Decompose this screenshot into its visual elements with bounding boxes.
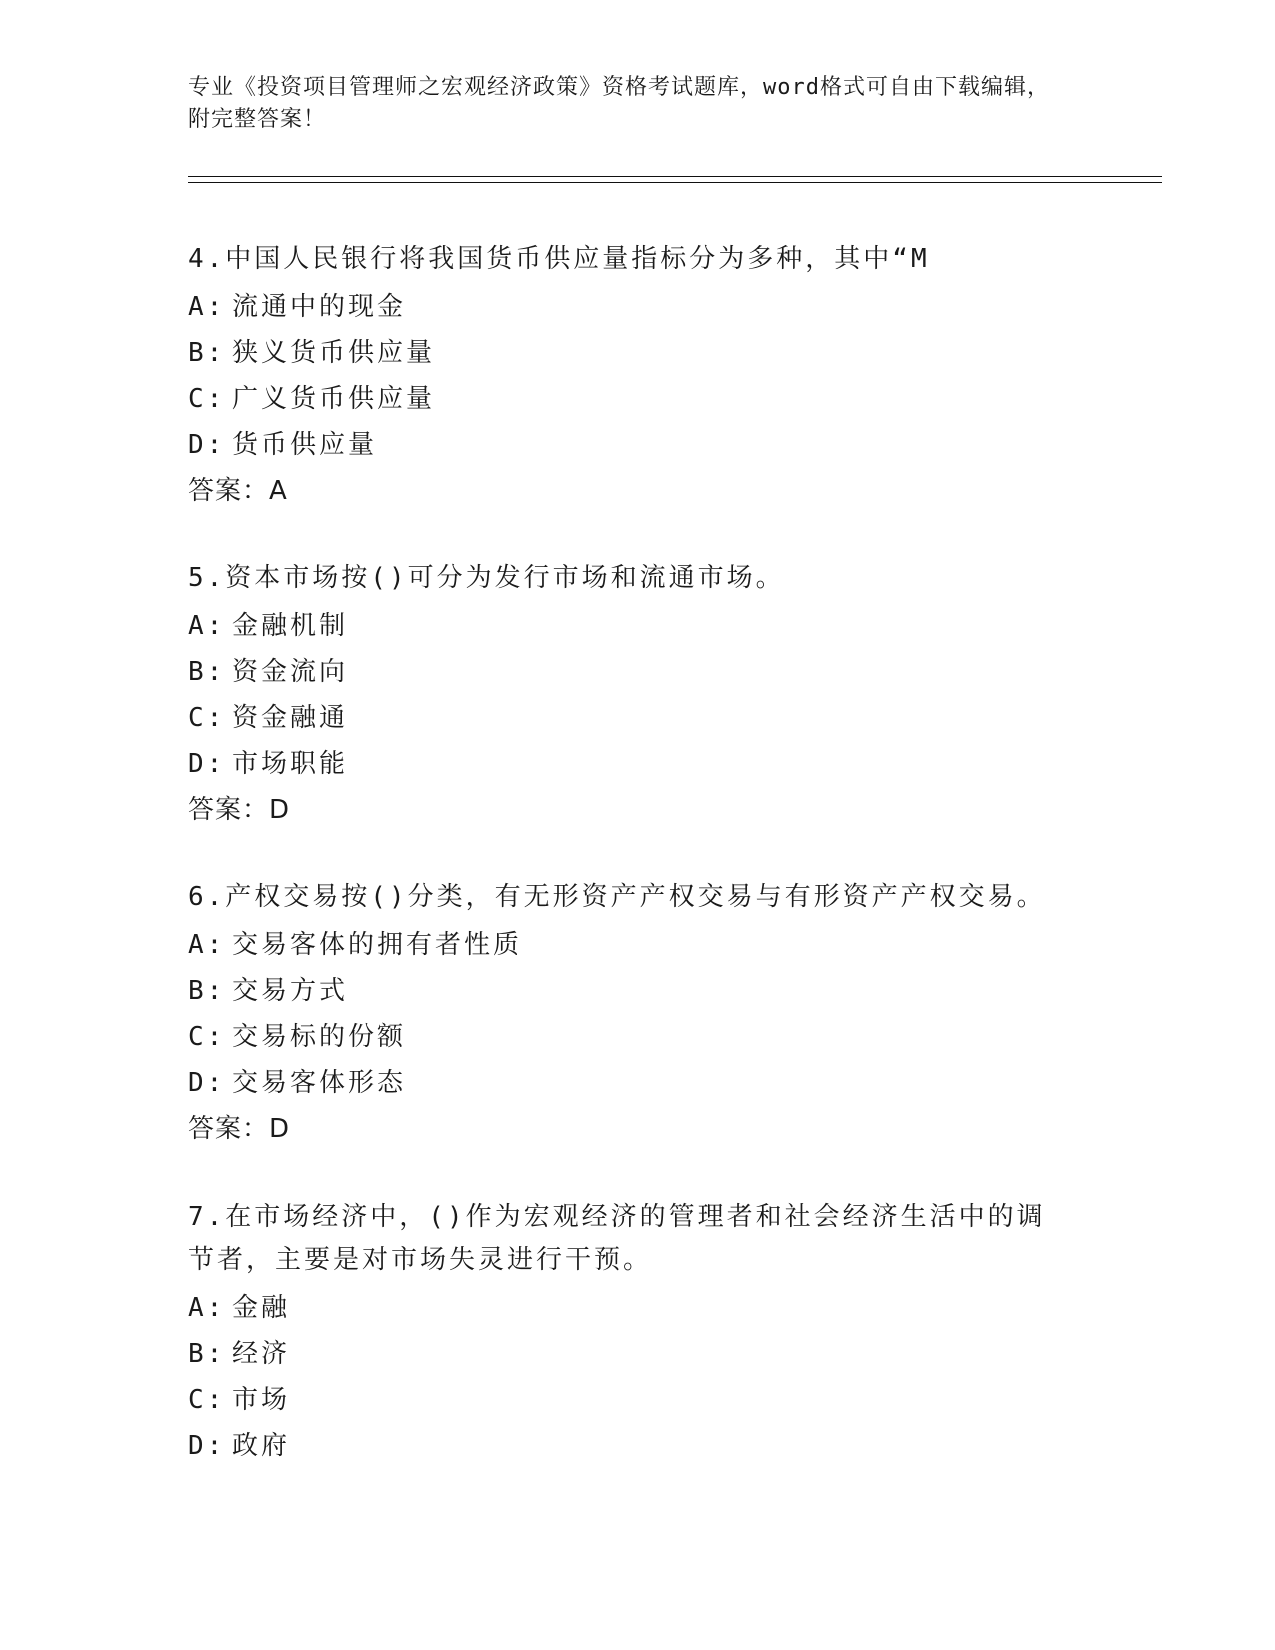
option-key: C: bbox=[188, 1022, 226, 1052]
option-text: 经济 bbox=[232, 1339, 291, 1369]
option-d bbox=[188, 741, 1068, 787]
option-key: B: bbox=[188, 338, 226, 368]
option-key: D: bbox=[188, 749, 226, 779]
option-a bbox=[188, 603, 1068, 649]
option-text: 金融 bbox=[232, 1293, 291, 1323]
option-text: 交易方式 bbox=[232, 976, 349, 1006]
option-key: A: bbox=[188, 930, 226, 960]
answer-line: 答案：D bbox=[188, 1114, 291, 1144]
option-b bbox=[188, 649, 1068, 695]
option-d bbox=[188, 1423, 1068, 1469]
option-a bbox=[188, 1285, 1068, 1331]
option-a bbox=[188, 922, 1068, 968]
option-b bbox=[188, 968, 1068, 1014]
option-key: B: bbox=[188, 976, 226, 1006]
option-b bbox=[188, 330, 1068, 376]
question-block bbox=[188, 557, 1068, 833]
option-text: 政府 bbox=[232, 1431, 291, 1461]
option-key: A: bbox=[188, 611, 226, 641]
option-text: 货币供应量 bbox=[232, 430, 378, 460]
question-stem: 6.产权交易按()分类，有无形资产产权交易与有形资产产权交易。 bbox=[188, 882, 1046, 912]
option-c bbox=[188, 695, 1068, 741]
option-text: 资金流向 bbox=[232, 657, 349, 687]
question-block bbox=[188, 238, 1068, 514]
option-c bbox=[188, 1377, 1068, 1423]
option-d bbox=[188, 422, 1068, 468]
option-text: 资金融通 bbox=[232, 703, 349, 733]
header-rule-top bbox=[188, 176, 1162, 177]
option-text: 广义货币供应量 bbox=[232, 384, 436, 414]
option-text: 金融机制 bbox=[232, 611, 349, 641]
question-block bbox=[188, 876, 1068, 1152]
option-key: C: bbox=[188, 384, 226, 414]
question-stem: 5.资本市场按()可分为发行市场和流通市场。 bbox=[188, 563, 785, 593]
option-key: C: bbox=[188, 1385, 226, 1415]
question-stem: 4.中国人民银行将我国货币供应量指标分为多种，其中“M bbox=[188, 244, 930, 274]
answer-line: 答案：A bbox=[188, 476, 288, 506]
option-key: B: bbox=[188, 657, 226, 687]
option-text: 交易标的份额 bbox=[232, 1022, 407, 1052]
option-a bbox=[188, 284, 1068, 330]
option-d bbox=[188, 1060, 1068, 1106]
header-rule-bottom bbox=[188, 182, 1162, 183]
option-c bbox=[188, 1014, 1068, 1060]
option-key: D: bbox=[188, 430, 226, 460]
question-block bbox=[188, 1196, 1068, 1469]
option-key: B: bbox=[188, 1339, 226, 1369]
option-c bbox=[188, 376, 1068, 422]
document-header: 专业《投资项目管理师之宏观经济政策》资格考试题库，word格式可自由下载编辑，附完整答案！ bbox=[188, 75, 1050, 132]
option-text: 交易客体的拥有者性质 bbox=[232, 930, 523, 960]
option-key: D: bbox=[188, 1068, 226, 1098]
option-text: 狭义货币供应量 bbox=[232, 338, 436, 368]
option-key: D: bbox=[188, 1431, 226, 1461]
option-text: 市场 bbox=[232, 1385, 291, 1415]
option-key: A: bbox=[188, 1293, 226, 1323]
option-b bbox=[188, 1331, 1068, 1377]
question-stem: 7.在市场经济中，()作为宏观经济的管理者和社会经济生活中的调节者，主要是对市场失灵进行干预。 bbox=[188, 1202, 1046, 1275]
option-text: 市场职能 bbox=[232, 749, 349, 779]
answer-line: 答案：D bbox=[188, 795, 291, 825]
option-key: A: bbox=[188, 292, 226, 322]
option-text: 流通中的现金 bbox=[232, 292, 407, 322]
option-key: C: bbox=[188, 703, 226, 733]
option-text: 交易客体形态 bbox=[232, 1068, 407, 1098]
